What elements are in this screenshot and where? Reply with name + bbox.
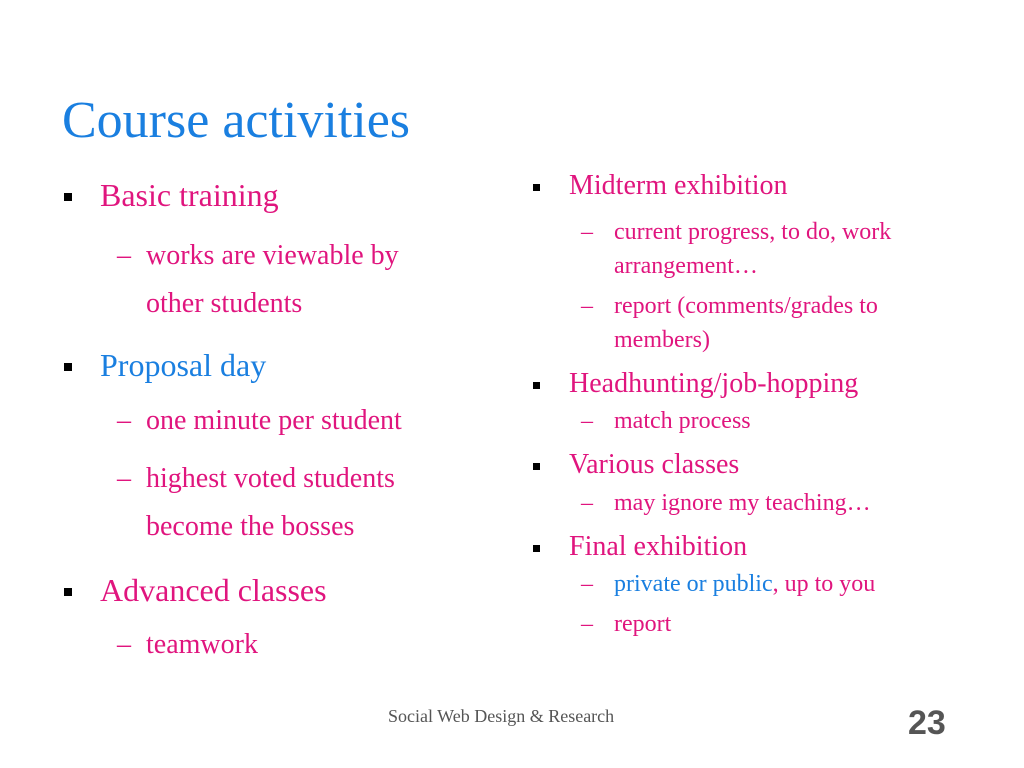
dash-icon: – (581, 611, 593, 638)
dash-icon: – (581, 218, 593, 245)
bullet-various-classes: Various classes (531, 448, 981, 482)
square-bullet-icon (533, 382, 540, 389)
sub-item: – highest voted students (62, 455, 502, 503)
sub-item: – may ignore my teaching… (531, 486, 981, 520)
slide-footer: Social Web Design & Research (388, 706, 615, 726)
sub-text-magenta: , up to you (772, 571, 876, 598)
sub-text-blue: private or public (614, 571, 773, 598)
bullet-basic-training: Basic training (62, 176, 502, 214)
bullet-headhunting: Headhunting/job-hopping (531, 367, 981, 401)
slide-title: Course activities (62, 92, 411, 149)
bullet-final-exhibition: Final exhibition (531, 530, 981, 564)
square-bullet-icon (533, 545, 540, 552)
dash-icon: – (581, 489, 593, 516)
square-bullet-icon (64, 588, 72, 596)
sub-item-continued: other students (146, 288, 303, 320)
sub-item-continued: members) (614, 326, 710, 353)
left-column (62, 176, 502, 669)
sub-item (531, 567, 981, 601)
bullet-proposal-day: Proposal day (62, 346, 502, 384)
bullet-midterm-exhibition: Midterm exhibition (531, 169, 981, 203)
sub-item: – report (531, 607, 981, 641)
sub-item: – one minute per student (62, 397, 502, 445)
sub-item: – match process (531, 404, 981, 438)
dash-icon: – (581, 292, 593, 319)
square-bullet-icon (64, 363, 72, 371)
dash-icon: – (117, 462, 131, 494)
right-column (531, 169, 981, 641)
dash-icon: – (581, 408, 593, 435)
square-bullet-icon (533, 463, 540, 470)
sub-item: – works are viewable by (62, 232, 502, 280)
square-bullet-icon (64, 193, 72, 201)
dash-icon: – (117, 404, 131, 436)
sub-item: – teamwork (62, 621, 502, 669)
sub-item: – report (comments/grades to (531, 289, 981, 323)
dash-icon: – (117, 240, 131, 272)
sub-item-continued: arrangement… (614, 252, 758, 279)
square-bullet-icon (533, 184, 540, 191)
bullet-advanced-classes: Advanced classes (62, 571, 502, 609)
dash-icon: – (117, 629, 131, 661)
sub-item-continued: become the bosses (146, 510, 355, 542)
sub-item: – current progress, to do, work (531, 215, 981, 249)
page-number: 23 (908, 704, 946, 742)
dash-icon: – (581, 571, 593, 598)
